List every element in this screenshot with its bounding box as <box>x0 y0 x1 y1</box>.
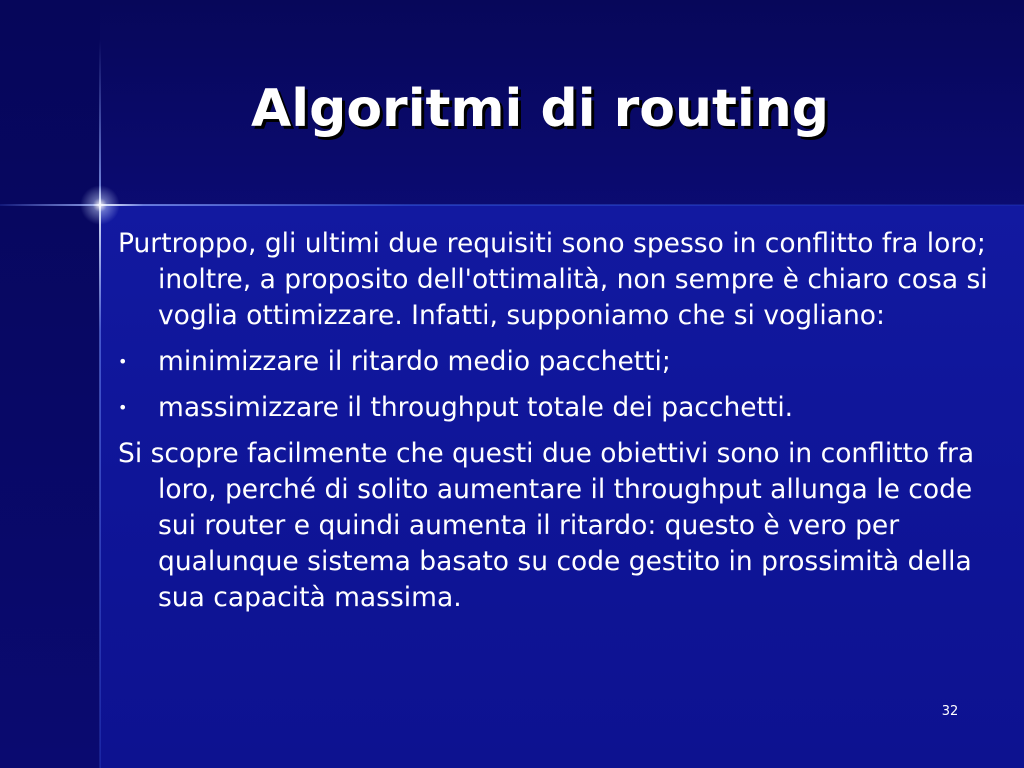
vertical-accent-line <box>99 40 101 768</box>
intro-paragraph: Purtroppo, gli ultimi due requisiti sono spesso in conflitto fra loro; inoltre, a proposito dell'ottimalità, non sempre è chiaro cosa si voglia ottimizzare. Infatti, supponiamo che si vogliano: <box>118 228 988 331</box>
horizontal-accent-line <box>0 204 1024 206</box>
bullet-item <box>118 390 988 426</box>
slide-body <box>118 226 988 626</box>
conclusion-paragraph: Si scopre facilmente che questi due obiettivi sono in conflitto fra loro, perché di solito aumentare il throughput allunga le code sui router e quindi aumenta il ritardo: questo è vero per qualunque sistema basato su code gestito in prossimità della sua capacità massima. <box>118 438 975 613</box>
bullet-icon: • <box>118 352 128 371</box>
sparkle-icon <box>80 185 120 225</box>
bullet-text: minimizzare il ritardo medio pacchetti; <box>158 346 671 377</box>
bullet-text: massimizzare il throughput totale dei pacchetti. <box>158 392 794 423</box>
left-background-band <box>0 0 100 768</box>
slide-title: Algoritmi di routing <box>251 79 829 139</box>
bullet-icon: • <box>118 398 128 417</box>
bullet-item <box>118 344 988 380</box>
page-number: 32 <box>941 704 959 719</box>
